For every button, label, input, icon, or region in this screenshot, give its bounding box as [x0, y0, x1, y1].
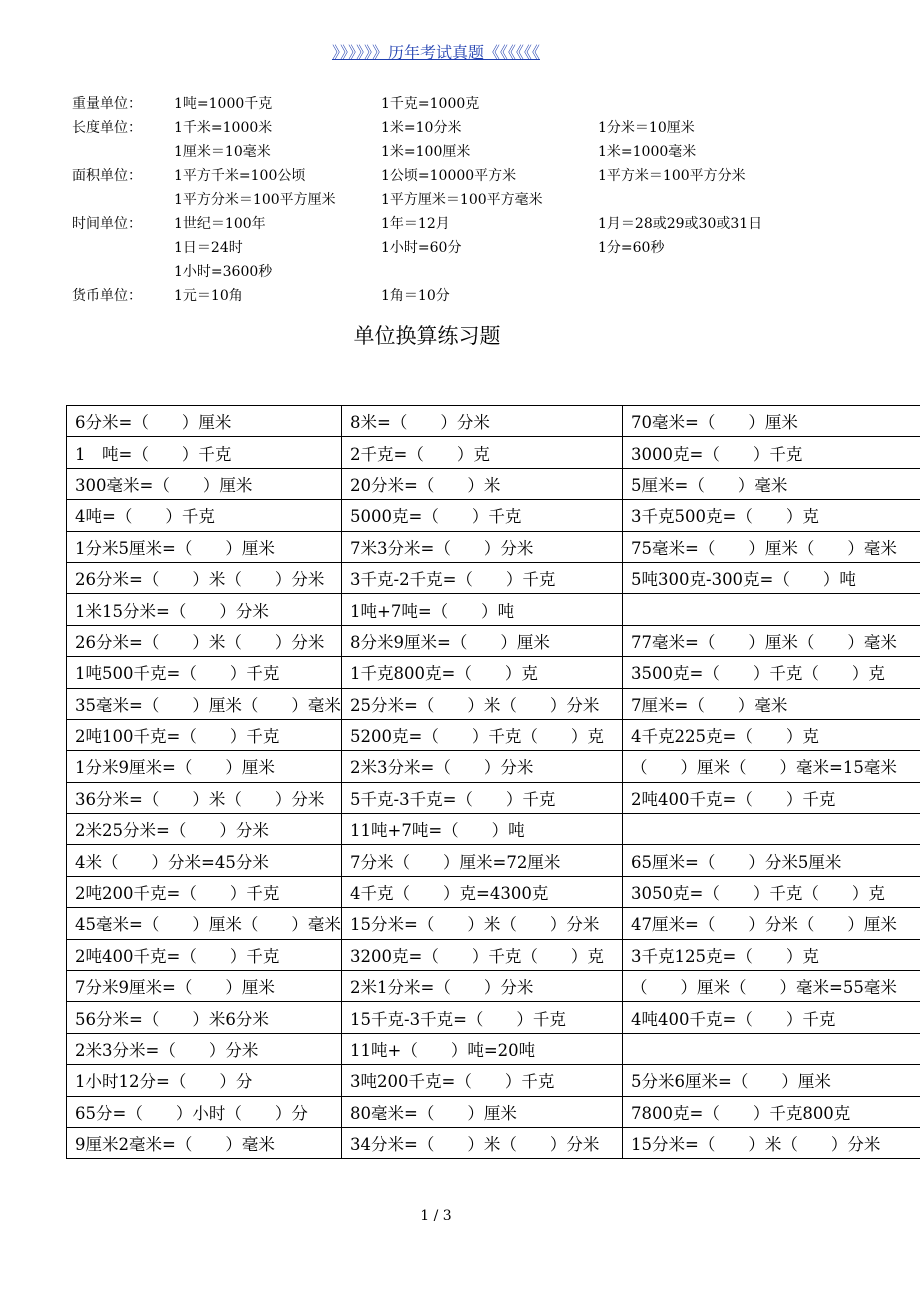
- table-row: [67, 939, 920, 970]
- table-row: [67, 625, 920, 656]
- exercise-cell: 1米15分米=（ ）分米: [67, 594, 342, 625]
- unit-conversion: 1米=1000毫米: [598, 144, 697, 160]
- exercise-cell: 7米3分米=（ ）分米: [342, 531, 623, 562]
- exercise-cell: 15分米=（ ）米（ ）分米: [623, 1127, 920, 1158]
- table-row: [67, 876, 920, 907]
- exercise-cell: 80毫米=（ ）厘米: [342, 1096, 623, 1127]
- exercise-cell: 5000克=（ ）千克: [342, 500, 623, 531]
- exercise-cell: 11吨+7吨=（ ）吨: [342, 814, 623, 845]
- exercise-cell: 5千克-3千克=（ ）千克: [342, 782, 623, 813]
- table-row: [67, 531, 920, 562]
- exercise-cell: 15分米=（ ）米（ ）分米: [342, 908, 623, 939]
- exercise-cell: 7分米（ ）厘米=72厘米: [342, 845, 623, 876]
- unit-conversion: 1元＝10角: [174, 288, 243, 304]
- exercise-cell: 26分米=（ ）米（ ）分米: [67, 562, 342, 593]
- table-row: [67, 500, 920, 531]
- page-title: 单位换算练习题: [353, 324, 501, 348]
- unit-category-label: 面积单位：: [72, 168, 142, 184]
- page-number: 1 / 3: [420, 1208, 452, 1224]
- exercise-cell: 11吨+（ ）吨=20吨: [342, 1033, 623, 1064]
- unit-conversion: 1平方分米＝100平方厘米: [174, 192, 336, 208]
- exercise-cell: 1 吨=（ ）千克: [67, 437, 342, 468]
- exercise-cell: 7厘米=（ ）毫米: [623, 688, 920, 719]
- table-row: [67, 782, 920, 813]
- exercise-cell: 4千克225克=（ ）克: [623, 719, 920, 750]
- exercise-cell: 5吨300克-300克=（ ）吨: [623, 562, 920, 593]
- table-row: [67, 688, 920, 719]
- exercise-cell: 8分米9厘米=（ ）厘米: [342, 625, 623, 656]
- unit-conversion: 1角＝10分: [381, 288, 450, 304]
- table-row: [67, 814, 920, 845]
- unit-conversion: 1厘米＝10毫米: [174, 144, 271, 160]
- exercise-cell: 1分米5厘米=（ ）厘米: [67, 531, 342, 562]
- exercise-cell: 1分米9厘米=（ ）厘米: [67, 751, 342, 782]
- exercise-cell: 15千克-3千克=（ ）千克: [342, 1002, 623, 1033]
- exercise-cell: 1吨500千克=（ ）千克: [67, 657, 342, 688]
- exercise-cell: 3000克=（ ）千克: [623, 437, 920, 468]
- exercise-cell: 25分米=（ ）米（ ）分米: [342, 688, 623, 719]
- table-row: [67, 562, 920, 593]
- exercise-cell: 45毫米=（ ）厘米（ ）毫米: [67, 908, 342, 939]
- exercise-cell: 3200克=（ ）千克（ ）克: [342, 939, 623, 970]
- unit-conversion: 1日＝24时: [174, 240, 243, 256]
- exercise-cell: 4千克（ ）克=4300克: [342, 876, 623, 907]
- exercise-cell: 2千克=（ ）克: [342, 437, 623, 468]
- exercise-cell: [623, 594, 920, 625]
- exercise-cell: 1吨+7吨=（ ）吨: [342, 594, 623, 625]
- table-row: [67, 719, 920, 750]
- exercise-cell: [623, 1033, 920, 1064]
- unit-conversion: 1小时=3600秒: [174, 264, 273, 280]
- exercise-cell: 75毫米=（ ）厘米（ ）毫米: [623, 531, 920, 562]
- exercise-table: [66, 405, 920, 1159]
- table-row: [67, 468, 920, 499]
- exercise-cell: 26分米=（ ）米（ ）分米: [67, 625, 342, 656]
- exercise-cell: 70毫米=（ ）厘米: [623, 406, 920, 437]
- table-row: [67, 437, 920, 468]
- unit-conversion: 1月＝28或29或30或31日: [598, 216, 763, 232]
- exercise-cell: 300毫米=（ ）厘米: [67, 468, 342, 499]
- exercise-cell: 36分米=（ ）米（ ）分米: [67, 782, 342, 813]
- unit-conversion: 1平方厘米＝100平方毫米: [381, 192, 543, 208]
- exercise-cell: 4吨=（ ）千克: [67, 500, 342, 531]
- exercise-cell: （ ）厘米（ ）毫米=55毫米: [623, 971, 920, 1002]
- exercise-cell: 9厘米2毫米=（ ）毫米: [67, 1127, 342, 1158]
- unit-conversion: 1米=10分米: [381, 120, 462, 136]
- table-row: [67, 594, 920, 625]
- exercise-cell: 7800克=（ ）千克800克: [623, 1096, 920, 1127]
- exercise-cell: 34分米=（ ）米（ ）分米: [342, 1127, 623, 1158]
- exercise-cell: 4吨400千克=（ ）千克: [623, 1002, 920, 1033]
- exercise-cell: 6分米=（ ）厘米: [67, 406, 342, 437]
- exercise-cell: 65厘米=（ ）分米5厘米: [623, 845, 920, 876]
- exercise-cell: 3千克-2千克=（ ）千克: [342, 562, 623, 593]
- exercise-cell: 47厘米=（ ）分米（ ）厘米: [623, 908, 920, 939]
- exercise-cell: 56分米=（ ）米6分米: [67, 1002, 342, 1033]
- table-row: [67, 845, 920, 876]
- unit-conversion: 1吨=1000千克: [174, 96, 273, 112]
- unit-category-label: 货币单位：: [72, 288, 142, 304]
- unit-conversion: 1千克=1000克: [381, 96, 480, 112]
- exercise-cell: 2吨400千克=（ ）千克: [623, 782, 920, 813]
- unit-conversion: 1分米＝10厘米: [598, 120, 695, 136]
- exercise-cell: 4米（ ）分米=45分米: [67, 845, 342, 876]
- unit-conversion: 1平方千米=100公顷: [174, 168, 306, 184]
- exercise-cell: 5厘米=（ ）毫米: [623, 468, 920, 499]
- table-row: [67, 1002, 920, 1033]
- exercise-cell: 5分米6厘米=（ ）厘米: [623, 1065, 920, 1096]
- exercise-cell: 5200克=（ ）千克（ ）克: [342, 719, 623, 750]
- exercise-cell: 2吨200千克=（ ）千克: [67, 876, 342, 907]
- table-row: [67, 1096, 920, 1127]
- unit-conversion: 1小时=60分: [381, 240, 462, 256]
- unit-conversion: 1分=60秒: [598, 240, 665, 256]
- table-row: [67, 1033, 920, 1064]
- table-row: [67, 1065, 920, 1096]
- table-row: [67, 971, 920, 1002]
- exercise-cell: 3千克125克=（ ）克: [623, 939, 920, 970]
- exercise-cell: 2吨400千克=（ ）千克: [67, 939, 342, 970]
- unit-category-label: 重量单位：: [72, 96, 142, 112]
- header-link[interactable]: 》》》》》》历年考试真题《《《《《《: [331, 43, 540, 62]
- exercise-cell: 3千克500克=（ ）克: [623, 500, 920, 531]
- exercise-cell: 20分米=（ ）米: [342, 468, 623, 499]
- exercise-cell: （ ）厘米（ ）毫米=15毫米: [623, 751, 920, 782]
- exercise-cell: 2米3分米=（ ）分米: [342, 751, 623, 782]
- unit-conversion: 1千米=1000米: [174, 120, 273, 136]
- unit-conversion: 1世纪＝100年: [174, 216, 266, 232]
- table-row: [67, 908, 920, 939]
- exercise-cell: 65分=（ ）小时（ ）分: [67, 1096, 342, 1127]
- unit-category-label: 长度单位：: [72, 120, 142, 136]
- unit-conversion: 1公顷=10000平方米: [381, 168, 517, 184]
- exercise-cell: 8米=（ ）分米: [342, 406, 623, 437]
- exercise-cell: 2米3分米=（ ）分米: [67, 1033, 342, 1064]
- table-row: [67, 751, 920, 782]
- unit-conversion: 1平方米＝100平方分米: [598, 168, 746, 184]
- exercise-cell: [623, 814, 920, 845]
- unit-conversion: 1年＝12月: [381, 216, 450, 232]
- exercise-cell: 2米1分米=（ ）分米: [342, 971, 623, 1002]
- unit-conversion: 1米=100厘米: [381, 144, 471, 160]
- table-row: [67, 1127, 920, 1158]
- exercise-cell: 2吨100千克=（ ）千克: [67, 719, 342, 750]
- table-row: [67, 406, 920, 437]
- exercise-cell: 3吨200千克=（ ）千克: [342, 1065, 623, 1096]
- exercise-cell: 35毫米=（ ）厘米（ ）毫米: [67, 688, 342, 719]
- exercise-cell: 3050克=（ ）千克（ ）克: [623, 876, 920, 907]
- exercise-cell: 3500克=（ ）千克（ ）克: [623, 657, 920, 688]
- exercise-cell: 2米25分米=（ ）分米: [67, 814, 342, 845]
- exercise-cell: 77毫米=（ ）厘米（ ）毫米: [623, 625, 920, 656]
- exercise-cell: 7分米9厘米=（ ）厘米: [67, 971, 342, 1002]
- unit-category-label: 时间单位：: [72, 216, 142, 232]
- exercise-cell: 1小时12分=（ ）分: [67, 1065, 342, 1096]
- exercise-cell: 1千克800克=（ ）克: [342, 657, 623, 688]
- table-row: [67, 657, 920, 688]
